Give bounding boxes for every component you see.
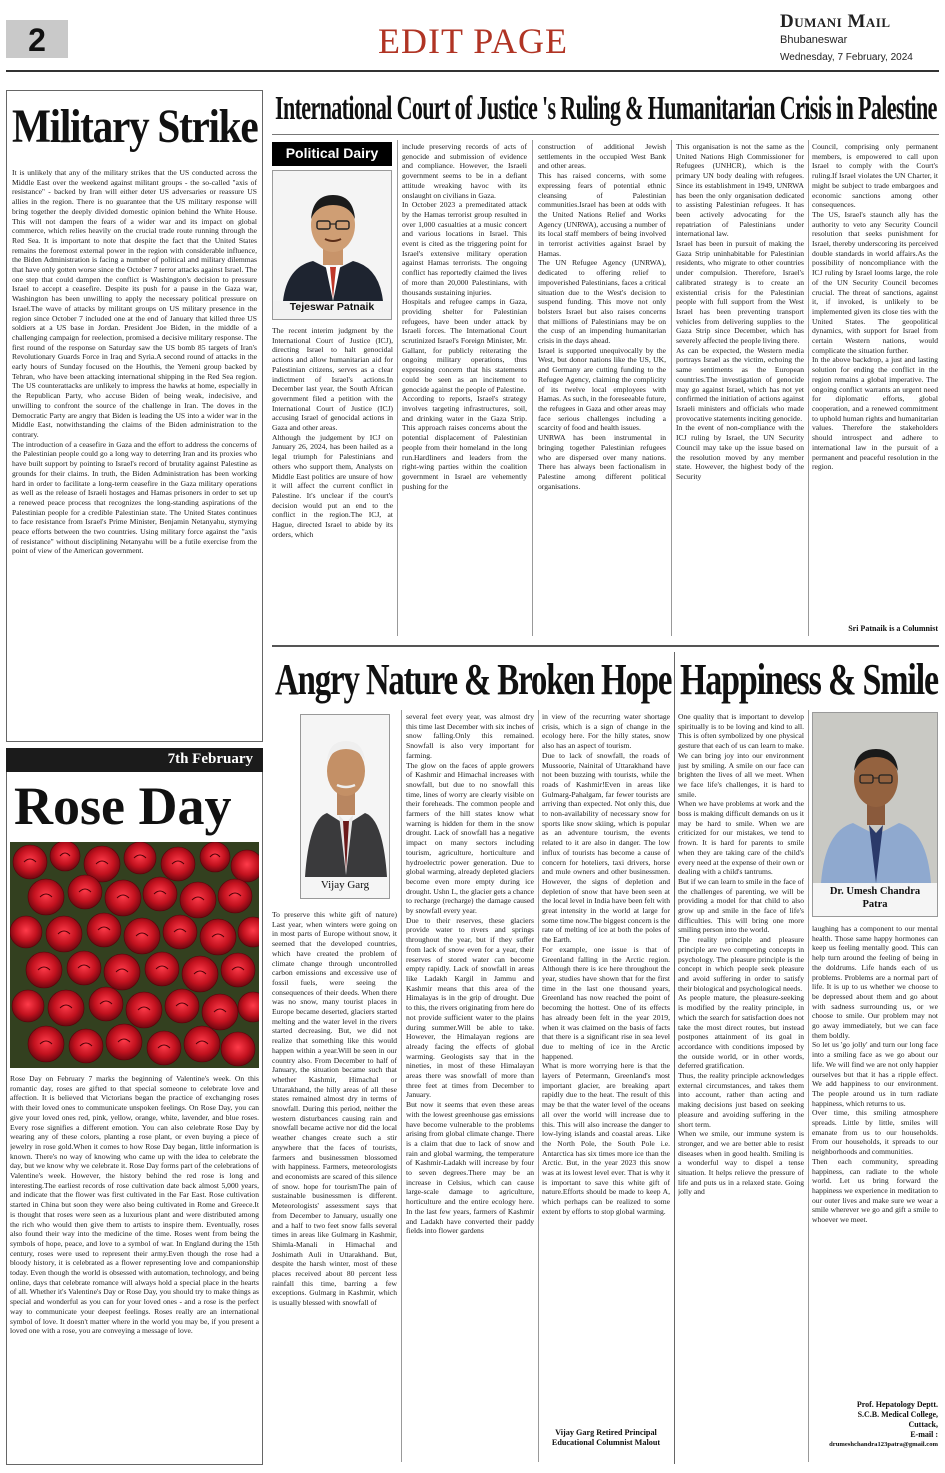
political-dairy-tag	[272, 142, 392, 166]
icj-headline: International Court of Justice 's Ruling & Humanitarian Crisis in Palestine	[275, 90, 937, 127]
military-headline: Military Strike	[12, 100, 258, 153]
nature-happiness-divider	[674, 652, 675, 1464]
roses-photo	[10, 842, 259, 1068]
nature-col-2: several feet every year, was almost dry this time last December with six inches of snow falling.Only this remained. Snowfall is also very important for farming. The glow on the faces of apple growers of Kashmir and Himachal increases with snowfall, but due to no snowfall this time, lines of worry are clearly visible on their foreheads. The common people and farmers of the hill states know what warning is hidden for them in the snow drought. Lack of snowfall has a negative impact on many sectors including tourism, agriculture, horticulture and hydroelectric power generation. Due to global warming, already depleted glaciers become even more empty during ice drought. Ushn L, the glacier gets a chance to recharge (recharge) the damage caused by snowfall every year. Due to their reserves, these glaciers provide water to rivers and springs throughout the year, but if they suffer from lack of snow even for a year, their reserves of stored water can become empty rapidly. Lack of snowfall in areas like Ladakh Kargil in Jammu and Kashmir means that this area of the Himalayas is in the grip of drought. Due to this, the rivers originating from here do not provide sufficient water to the plains during summer.Will be able to take. However, the Himalayan regions are already facing the effects of global warming. Geologists say that in the nineties, in most of these Himalayan areas there was snowfall of more than three feet at times from December to January. But now it seems that even these areas with the lowest greenhouse gas emissions have become vulnerable to the problems arising from global climate change. There is a claim that due to lack of snow and rain and global warming, the temperature of Kashmir-Ladakh will increase by four to seven degrees.There may be an increase in Celsius, which can cause large-scale damage to agriculture, horticulture and the entire ecology here. In the last few years, farmers of Kashmir and Ladakh have converted their paddy fields into flower gardens	[406, 712, 534, 1236]
military-body: It is unlikely that any of the military strikes that the US conducted across the Middle East over the weekend against militant groups - the so-called "axis of resistance" - backed by Iran will either deter US adversaries or reassure US allies in the region. There is no guarantee that the US military response will bring together the deeply divided domestic opinion behind the White House. This will not dampen the fears of a wider war and its impact on global commerce, which relies heavily on the crucial trade route running through the Red Sea. It is important to note that despite the fact that the United States remains the foremost external power in the region with considerable influence, the Biden Administration is facing a number of political and military dilemmas that have only gotten worse since the October 7 terror attacks against Israel. The one step that could dampen the conflict is Washington's decision to pressure Israel to accept a ceasefire. Despite its push for a pause in the Gaza war, Washington has been unwilling to apply the necessary political pressure on Israel.The wave of attacks by militant groups on US military presence in the region since October 7 included one at the end of January that killed three US soldiers at a US base in Jordan. President Joe Biden, in the middle of a challenging campaign for reelection, promised a decisive military response. The first round of the response on Saturday saw the US bomb 85 targets of Iran's Revolutionary Guards Force in Iraq and Syria.A second round of attacks in the early hours of Sunday focused on the Houthis, the Yemeni group backed by Tehran, who have been attacking international shipping in the Red Sea region. The US counterattacks are unlikely to impress the hawks at home, especially in the Republican Party, who accuse Biden of being weak, indecisive, and unwilling to confront the source of the challenge in Iran. The doves in the Democratic Party are angry that Biden is leading the US into a wider war in the Middle East, notwithstanding the claims of the Biden administration to the contrary. The introduction of a ceasefire in Gaza and the effort to address the concerns of the Palestinian people could go a long way to deterring Iran and its proxies who have built support by pointing to Israel's record of brutality against Palestine as grounds for their claims. In truth, the Biden Administration has been working hard in order to facilitate a long-term ceasefire in the Gaza military operations as well as the release of Israeli hostages and Hamas prisoners in order to set up a renewed peace process that recognizes the long-standing aspirations of the Palestinian people for a credible Palestinian state. The United States continues to face resistance from Israel's Prime Minister, Benjamin Netanyahu, stymying peace efforts between the two countries. Using military force against the "axis of resistance" without disciplining Netanyahu will be a futile exercise from the point of view of the American government.	[12, 168, 257, 556]
tejeswar-caption: Tejeswar Patnaik	[289, 301, 375, 313]
page-number-box	[6, 20, 68, 58]
tejeswar-patnaik-photo	[272, 170, 392, 320]
icj-col-1: The recent interim judgment by the International Court of Justice (ICJ), directing Israel to halt genocidal actions and allow humanitarian aid for Palestinian citizens, serves as a clear indictment of Israel's actions.In December last year, the South African government filed a petition with the International Court of Justice (ICJ) accusing Israel of genocidal actions in Gaza and other areas. Although the judgement by ICJ on January 26, 2024, has been hailed as a legal triumph for Palestinians and others who support them, Analysts on Middle East politics are unsure of how it will affect the current conflict in Palestine. It's unclear if the court's decision would put an end to the conflict in the region.The ICJ, at Hague, directed Israel to abide by its orders, which	[272, 326, 393, 539]
icj-divider-3	[671, 140, 672, 636]
dateline: Wednesday, 7 February, 2024	[780, 52, 913, 63]
signoff-dept: Prof. Hepatology Deptt.	[856, 1400, 938, 1409]
icj-col-3: construction of additional Jewish settlements in the occupied West Bank and other areas. This has raised concerns, with some expressing fears of potential ethnic cleansing of Palestinian communities.Israel has been at odds with the United Nations Relief and Works Agency (UNRWA), accusing a number of its local staff members of being involved in terrorist activities against Israel by Hamas. The UN Refugee Agency (UNRWA), dedicated to offering relief to impoverished Palestinians, faces a critical situation due to the West's decision to suspend funding. This move not only bolsters Israel but also raises concerns that millions of Palestinians may be on the cusp of an impending humanitarian crisis in the days ahead. Israel is supported unequivocally by the West, but donor nations like the US, UK, and Germany are cutting funding to the Refugee Agency, claiming the complicity of its twelve local employees with Hamas. As such, in the foreseeable future, the refugees in Gaza and other areas may face serious challenges including a scarcity of food and health issues. UNRWA has been instrumental in bringing together Palestinian refugees who are dispersed over many nations. There has always been factionalism in Palestine among different political organisations.	[538, 142, 666, 491]
rose-body: Rose Day on February 7 marks the beginning of Valentine's week. On this romantic day, roses are gifted to that special someone to celebrate love and affection. It is believed that Victorians began the practice of exchanging roses with their loved ones to communicate unspoken feelings. On Rose Day, you can give your loved ones red, pink, yellow, orange, white, lavender, and blue roses. Every rose signifies a different emotion. You can also celebrate Rose Day by wearing any of these colors, planting a rose plant, or even buying a piece of jewelry in rose gold.When it comes to how Rose Day began, little information is known. There's no way of knowing who came up with the idea to celebrate the day, but we know why we celebrate it. Rose Day forms part of the celebrations of Valentine's week. However, the history behind the red rose is long and interesting.The earliest records of rose cultivation date back almost 5,000 years, and indicate that the flower was first cultivated in the Far East. Rose cultivation started in China but soon they were also being cultivated in Rome and Greece.It is thought that roses were seen as a luxurious plant and were distributed among the rich who would then give them to artists to inspire them. Eventually, roses also found their way into the medicine of the time. Roses went from being the symbols of hope, peace, and love to a symbol of war. In England during the 15th century, roses were used to represent their army.Even though the rose had a bloody history, it is celebrated as a flower representing love and companionship today. Even though the world is obsessed with automation, technology, and being online, days that celebrate romance will always hold a special place in the hearts of all. Whether it's Valentine's Day or Rose Day, you should try to make things as special and wonderful as you can for your loved ones - and a rose is the perfect way to communicate your deepest feelings. Roses really are an international symbol of love. It doesn't matter where in the world you may be, if you present a loved one with a rose, you are conveying a message of love.	[10, 1074, 259, 1336]
masthead-rule	[6, 70, 939, 72]
icj-divider-4	[808, 140, 809, 636]
section-title: EDIT PAGE	[377, 21, 569, 61]
city: Bhubaneswar	[780, 34, 848, 46]
signoff-college: S.C.B. Medical College,	[857, 1410, 938, 1419]
nature-divider-1	[401, 710, 402, 1462]
rose-date-band	[6, 748, 263, 772]
nature-divider-2	[538, 710, 539, 1462]
nature-col-1: To preserve this white gift of nature) Last year, when winters were going on in most parts of Europe without snow, it seemed that the developed countries, which have created the problem of climate change through uncontrolled carbon emissions and excessive use of fossil fuels, were seeing the consequences of their deeds. When there was no snow, many tourist places in Europe became deserted, glaciers started melting and the water level in the rivers started decreasing. But, we did not realize that something like this would happen within a year.Will be seen in our country also. From December to half of January, the situation became such that whether Kashmir, Himachal or Uttarakhand, the hilly areas of all these states remained almost dry in terms of snowfall. During this period, neither the western disturbances causing rain and snowfall became active nor did the local weather changes create such a stir anywhere that the faces of tourists, farmers and businessmen blossomed with happiness. Farmers, meteorologists and economists are scared of this silence of snow. hope for tourismThe pain of sustainable businessmen is different. Meteorologists' assessment says that from December to January, usually one and a half to two feet snow falls several times in areas like Gulmarg in Kashmir, Shimla-Manali in Himachal and Joshimath Auli in Uttarakhand. But, despite the harsh winter, most of these places received about 80 percent less rainfall this time, barring a few exceptions. Gulmarg in Kashmir, which is usually blessed with snowfall of	[272, 910, 397, 1308]
icj-divider-2	[532, 140, 533, 636]
political-dairy-label: Political Dairy	[285, 145, 379, 161]
icj-col-2: include preserving records of acts of genocide and submission of evidence and compliance. However, the Israeli government seems to be in a defiant attitude wreaking havoc with its onslaught on civilians in Gaza. In October 2023 a premeditated attack by the Hamas terrorist group resulted in over 1,000 casualties at a music concert and various locations in Israel. This event is cited as the triggering point for Israel's extensive military operation against Hamas terrorists. The ongoing conflict has reportedly claimed the lives of more than 20,000 Palestinians, with thousands sustaining injuries. Hospitals and refugee camps in Gaza, providing shelter for Palestinian refugees, have been under attack by Israeli forces. The International Court scrutinized Israel's Foreign Minister, Mr. Gallant, for publicly reiterating the ongoing military operations, thus expressing concern that his statements could be seen as an incitement to genocide against the people of Palestine. According to reports, Israel's strategy involves targeting infrastructures, soil, and drinking water in the Gaza Strip. This approach raises concerns about the potential displacement of Palestinian people from their homeland in the long run.Hardliners and leaders from the right-wing parties within the coalition government in Israel are vehemently pushing for the	[402, 142, 527, 491]
rose-date-label: 7th February	[167, 751, 253, 767]
happiness-col-1: One quality that is important to develop spiritually is to be loving and kind to all. This is often symbolized by one physical gesture that each of us can learn to make. We can bring joy into our environment just by smiling. A smile on our face can brighten the lives of all we meet. When we face life's challenges, it is hard to smile. When we have problems at work and the boss is making difficult demands on us it may be hard to smile. When we are criticized for our mistakes, we tend to frown. It is hard for parents to smile when they are taking care of the child's every need at the expense of their own or dealing with a child's tantrums. But if we can learn to smile in the face of the challenges of parenting, we will be providing a model for that child to also grow up and smile in the face of life's difficulties. This will bring one more smiling person into the world. The reality principle and pleasure principle are two competing concepts in psychology. The pleasure principle is the concept in which people seek pleasure and avoid suffering in order to satisfy their biological and psychological needs. As people mature, the pleasure-seeking is modified by the reality principle, in which the search for satisfaction does not take the most direct routes, but instead postpones attainment of its goal in accordance with conditions imposed by the outside world, or in other words, deferred gratification. Thus, the reality principle acknowledges external circumstances, and takes them into account, rather than acting and making decisions just based on seeking pleasure and avoiding suffering in the short term. When we smile, our immune system is stronger, and we are better able to resist diseases when in good health. Smiling is a wonderful way to dispel a tense situation. It helps relieve the pressure of life and puts us in a relaxed state. Going jolly and	[678, 712, 804, 1197]
mid-rule	[272, 645, 939, 647]
nature-headline: Angry Nature & Broken Hope	[275, 655, 672, 704]
author-portrait	[813, 713, 938, 883]
icj-col-4: This organisation is not the same as the United Nations High Commissioner for Refugees (UNHCR), which is the primary UN body dealing with refugees. Since its establishment in 1949, UNRWA has been the only organisation dedicated to assisting Palestinian refugees. It has been actively advocating for the repatriation of Palestinians under international law. Israel has been in pursuit of making the Gaza Strip uninhabitable for Palestinian residents, who migrate to other countries under compulsion. Therefore, Israel's calibrated strategy is to create an existential crisis for the Palestinian people with full support from the West Israel has been preventing transport vehicles from delivering supplies to the Gaza Strip since December, which has severely affected the people living there. As can be expected, the Western media portrays Israel as the victim, echoing the same sentiments as the European countries.The investigation of genocide may go against Israel, which has not yet confirmed the initiation of actions against Israeli ministers and officials who made provocative statements inciting genocide. In the event of non-compliance with the ICJ ruling by Israel, the UN Security Council may take up the issue based on the resolution moved by any member state. However, the highest body of the Security	[676, 142, 804, 481]
icj-col-5: Council, comprising only permanent members, is empowered to call upon Israel to comply with the Court's ruling.If Israel violates the UN Charter, it might be subject to trade embargoes and economic sanctions among other consequences. The US, Israel's staunch ally has the authority to veto any Security Council resolution that seeks punishment for Israel, thereby underscoring its perceived double standards in world affairs.As the possibility of noncompliance with the ICJ ruling by Israel looms large, the role of the UN Security Council becomes crucial. The threat of sanctions, against it, if invoked, is unlikely to be implemented given its close ties with the United States. The geopolitical dynamics, with support for Israel from certain Western nations, would complicate the situation further. In the above backdrop, a just and lasting solution for ending the conflict in the region remains a global imperative. The ongoing conflict warrants an urgent need for diplomatic efforts, global cooperation, and a renewed commitment to uphold human rights and humanitarian values. Therefore the stakeholders should introspect and adhere to international law in the pursuit of a permanent and peaceful resolution in the region.	[812, 142, 938, 472]
icj-signoff: Sri Patnaik is a Columnist	[848, 624, 938, 633]
author-portrait	[273, 171, 392, 301]
happiness-headline: Happiness & Smile	[680, 655, 938, 704]
author-portrait	[301, 715, 390, 877]
happiness-signoff	[812, 1400, 938, 1450]
rose-headline: Rose Day	[14, 776, 232, 836]
signoff-email[interactable]: drumeshchandra123patra@gmail.com	[829, 1441, 938, 1448]
vijay-garg-photo	[300, 714, 390, 899]
signoff-email-label: E-mail :	[910, 1430, 938, 1439]
vijay-garg-caption: Vijay Garg	[320, 879, 370, 891]
page-number: 2	[28, 22, 46, 58]
umesh-patra-caption: Dr. Umesh Chandra Patra	[829, 886, 921, 910]
signoff-city: Cuttack,	[908, 1420, 938, 1429]
icj-headline-rule	[272, 134, 939, 135]
paper-name: Dumani Mail	[780, 11, 891, 32]
nature-col-3: in view of the recurring water shortage crisis, which is a sign of change in the ecology here. For the hilly states, snow also has an aspect of tourism. Due to lack of snowfall, the roads of Mussoorie, Nainital of Uttarakhand have not been buzzing with tourists, while the roads of Kashmir!Even in areas like Gulmarg-Pahalgam, far fewer tourists are arriving than expected. Not only this, due to non-availability of necessary snow for sports like snow skiing, which is popular as an adventure tourism, the events related to it are also in danger. The low influx of tourists has become a cause of concern for hoteliers, taxi drivers, horse and mule owners and other businessmen. However, the signs of depletion and depletion of snow that have been seen at the local level in India have been felt with great intensity in the world at large for some time now.The biggest concern is the rate of melting of ice at both the poles of the Earth. For example, one issue is that of Greenland falling in the Arctic region. Although there is ice here throughout the year, studies have shown that for the first time in the last one thousand years, Greenland has now reached the point of becoming the hottest. One of its effects has already been felt in the year 2019, when it was claimed on the basis of facts that there is a significant rise in sea level due to melting of ice in the Arctic happened. What is more worrying here is that the layers of Petermann, Greenland's most important glacier, are breaking apart rapidly due to the heat. The result of this may be that the water level of the oceans all over the world will increase due to this. This will also increase the danger to low-lying islands and coastal areas. Like the North Pole, the South Pole i.e. Antarctica has six times more ice than the Arctic. But, in the year 2023 this snow was at its lowest level ever. That is why it is important to save this white gift of nature.Efforts should be made to keep A, which perhaps can be realized to some extent by efforts to stop global warming.	[542, 712, 670, 1216]
roses-image	[10, 842, 259, 1068]
umesh-patra-photo	[812, 712, 938, 917]
happiness-divider	[808, 710, 809, 1462]
happiness-col-2: laughing has a component to our mental health. Those same happy hormones can keep us feeling mentally good. This can help turn around the feeling of being in the doldrums. Life hands each of us problems. Problems are a normal part of life. It is up to us whether we choose to be depressed about them and go about with sadness surrounding us, or we choose to smile. Our problem may not go away immediately, but we can face them boldly. So let us 'go jolly' and turn our long face into a smiling face as we go about our life. We will find we are not only happier ourselves but that it has a ripple effect. We add happiness to our environment. The people around us in turn radiate happiness, which returns to us. Over time, this smiling atmosphere spreads. Little by little, smiles will emanate from us to our households. From our households, it spreads to our neighborhoods and communities. Then each community, spreading happiness, can radiate to the whole world. Let us bring forward the happiness we experience in meditation to our outer lives and make sure we wear a smile wherever we go and gift a smile to whoever we meet.	[812, 924, 938, 1225]
nature-signoff: Vijay Garg Retired Principal Educational Columnist Malout	[551, 1428, 661, 1447]
icj-divider-1	[397, 140, 398, 636]
